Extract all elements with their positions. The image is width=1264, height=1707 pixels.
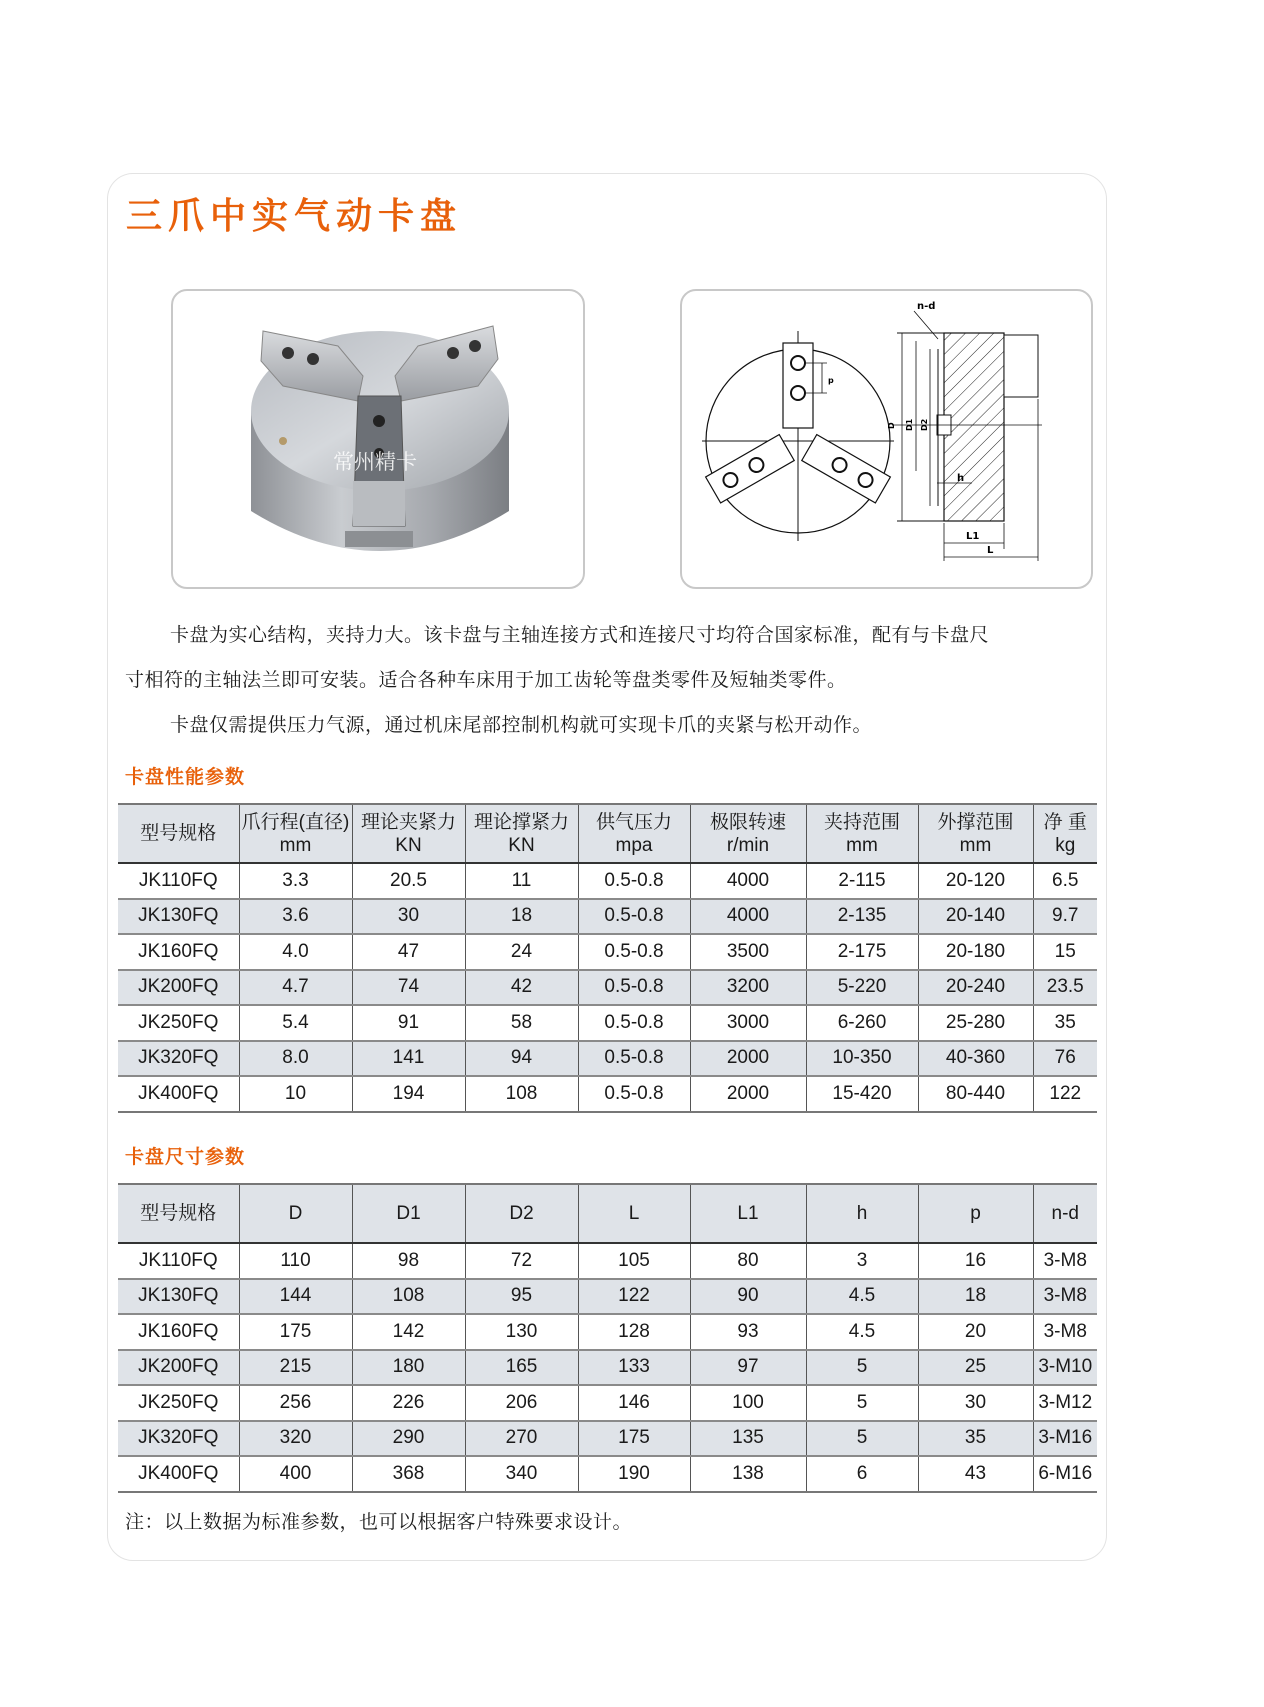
performance-header-row bbox=[118, 804, 1097, 863]
col-h: h bbox=[806, 1184, 918, 1243]
value-cell: 91 bbox=[352, 1005, 465, 1041]
model-cell: JK250FQ bbox=[118, 1385, 239, 1421]
value-cell: 25-280 bbox=[918, 1005, 1033, 1041]
table-row bbox=[118, 863, 1097, 899]
value-cell: 76 bbox=[1033, 1041, 1097, 1077]
col-net-weight: 净 重 kg bbox=[1033, 804, 1097, 863]
value-cell: 11 bbox=[465, 863, 578, 899]
value-cell: 105 bbox=[578, 1243, 690, 1279]
table-row bbox=[118, 1279, 1097, 1315]
footnote: 注：以上数据为标准参数，也可以根据客户特殊要求设计。 bbox=[125, 1511, 633, 1533]
value-cell: 20-180 bbox=[918, 934, 1033, 970]
model-cell: JK320FQ bbox=[118, 1421, 239, 1457]
col-D: D bbox=[239, 1184, 352, 1243]
value-cell: 130 bbox=[465, 1314, 578, 1350]
value-cell: 3-M8 bbox=[1033, 1314, 1097, 1350]
value-cell: 95 bbox=[465, 1279, 578, 1315]
value-cell: 256 bbox=[239, 1385, 352, 1421]
value-cell: 110 bbox=[239, 1243, 352, 1279]
col-support-force: 理论撑紧力 KN bbox=[465, 804, 578, 863]
value-cell: 8.0 bbox=[239, 1041, 352, 1077]
value-cell: 4000 bbox=[690, 899, 806, 935]
value-cell: 98 bbox=[352, 1243, 465, 1279]
chuck-technical-drawing-icon bbox=[682, 291, 1093, 589]
value-cell: 90 bbox=[690, 1279, 806, 1315]
value-cell: 93 bbox=[690, 1314, 806, 1350]
performance-table bbox=[118, 803, 1097, 1113]
col-model: 型号规格 bbox=[118, 804, 239, 863]
value-cell: 35 bbox=[1033, 1005, 1097, 1041]
value-cell: 16 bbox=[918, 1243, 1033, 1279]
table-row bbox=[118, 1314, 1097, 1350]
description-line-1: 卡盘为实心结构，夹持力大。该卡盘与主轴连接方式和连接尺寸均符合国家标准，配有与卡盘尺 bbox=[170, 624, 990, 646]
dimensions-header-row bbox=[118, 1184, 1097, 1243]
value-cell: 35 bbox=[918, 1421, 1033, 1457]
svg-text:L1: L1 bbox=[966, 531, 980, 542]
table-row bbox=[118, 970, 1097, 1006]
table-row bbox=[118, 1243, 1097, 1279]
value-cell: 175 bbox=[239, 1314, 352, 1350]
value-cell: 340 bbox=[465, 1456, 578, 1492]
value-cell: 3-M8 bbox=[1033, 1243, 1097, 1279]
value-cell: 43 bbox=[918, 1456, 1033, 1492]
col-D2: D2 bbox=[465, 1184, 578, 1243]
value-cell: 122 bbox=[1033, 1076, 1097, 1112]
value-cell: 3-M10 bbox=[1033, 1350, 1097, 1386]
col-max-speed: 极限转速 r/min bbox=[690, 804, 806, 863]
value-cell: 30 bbox=[918, 1385, 1033, 1421]
value-cell: 0.5-0.8 bbox=[578, 899, 690, 935]
value-cell: 3000 bbox=[690, 1005, 806, 1041]
value-cell: 10-350 bbox=[806, 1041, 918, 1077]
value-cell: 18 bbox=[918, 1279, 1033, 1315]
value-cell: 2000 bbox=[690, 1041, 806, 1077]
svg-text:h: h bbox=[957, 473, 965, 484]
col-air-pressure: 供气压力 mpa bbox=[578, 804, 690, 863]
value-cell: 58 bbox=[465, 1005, 578, 1041]
model-cell: JK200FQ bbox=[118, 970, 239, 1006]
value-cell: 144 bbox=[239, 1279, 352, 1315]
value-cell: 3.6 bbox=[239, 899, 352, 935]
col-L1: L1 bbox=[690, 1184, 806, 1243]
value-cell: 0.5-0.8 bbox=[578, 863, 690, 899]
value-cell: 400 bbox=[239, 1456, 352, 1492]
value-cell: 5 bbox=[806, 1385, 918, 1421]
value-cell: 165 bbox=[465, 1350, 578, 1386]
model-cell: JK320FQ bbox=[118, 1041, 239, 1077]
value-cell: 2-175 bbox=[806, 934, 918, 970]
value-cell: 108 bbox=[352, 1279, 465, 1315]
value-cell: 80-440 bbox=[918, 1076, 1033, 1112]
table-row bbox=[118, 934, 1097, 970]
value-cell: 138 bbox=[690, 1456, 806, 1492]
value-cell: 6-260 bbox=[806, 1005, 918, 1041]
value-cell: 15 bbox=[1033, 934, 1097, 970]
value-cell: 20.5 bbox=[352, 863, 465, 899]
value-cell: 15-420 bbox=[806, 1076, 918, 1112]
model-cell: JK160FQ bbox=[118, 934, 239, 970]
table-row bbox=[118, 1350, 1097, 1386]
value-cell: 5 bbox=[806, 1350, 918, 1386]
model-cell: JK130FQ bbox=[118, 1279, 239, 1315]
value-cell: 4.0 bbox=[239, 934, 352, 970]
table-row bbox=[118, 1005, 1097, 1041]
value-cell: 20-120 bbox=[918, 863, 1033, 899]
model-cell: JK200FQ bbox=[118, 1350, 239, 1386]
technical-drawing-frame bbox=[680, 289, 1093, 589]
dimensions-heading: 卡盘尺寸参数 bbox=[125, 1146, 246, 1168]
value-cell: 20 bbox=[918, 1314, 1033, 1350]
table-row bbox=[118, 899, 1097, 935]
value-cell: 4.7 bbox=[239, 970, 352, 1006]
three-jaw-chuck-photo-icon bbox=[173, 291, 585, 589]
value-cell: 4000 bbox=[690, 863, 806, 899]
value-cell: 30 bbox=[352, 899, 465, 935]
value-cell: 25 bbox=[918, 1350, 1033, 1386]
page-title: 三爪中实气动卡盘 bbox=[126, 195, 463, 237]
table-row bbox=[118, 1385, 1097, 1421]
description-line-2: 寸相符的主轴法兰即可安装。适合各种车床用于加工齿轮等盘类零件及短轴类零件。 bbox=[125, 669, 847, 691]
value-cell: 23.5 bbox=[1033, 970, 1097, 1006]
table-row bbox=[118, 1421, 1097, 1457]
model-cell: JK110FQ bbox=[118, 863, 239, 899]
value-cell: 3-M16 bbox=[1033, 1421, 1097, 1457]
table-row bbox=[118, 1456, 1097, 1492]
value-cell: 290 bbox=[352, 1421, 465, 1457]
svg-text:L: L bbox=[987, 545, 994, 556]
svg-text:D: D bbox=[887, 422, 896, 429]
svg-text:p: p bbox=[828, 376, 834, 385]
performance-heading: 卡盘性能参数 bbox=[125, 766, 246, 788]
value-cell: 3 bbox=[806, 1243, 918, 1279]
value-cell: 100 bbox=[690, 1385, 806, 1421]
col-p: p bbox=[918, 1184, 1033, 1243]
value-cell: 74 bbox=[352, 970, 465, 1006]
value-cell: 180 bbox=[352, 1350, 465, 1386]
value-cell: 175 bbox=[578, 1421, 690, 1457]
svg-text:D1: D1 bbox=[905, 418, 914, 431]
model-cell: JK160FQ bbox=[118, 1314, 239, 1350]
value-cell: 3-M12 bbox=[1033, 1385, 1097, 1421]
value-cell: 3-M8 bbox=[1033, 1279, 1097, 1315]
value-cell: 270 bbox=[465, 1421, 578, 1457]
value-cell: 40-360 bbox=[918, 1041, 1033, 1077]
svg-text:n-d: n-d bbox=[917, 301, 936, 312]
value-cell: 18 bbox=[465, 899, 578, 935]
value-cell: 194 bbox=[352, 1076, 465, 1112]
dimensions-table bbox=[118, 1183, 1097, 1493]
model-cell: JK250FQ bbox=[118, 1005, 239, 1041]
value-cell: 3.3 bbox=[239, 863, 352, 899]
value-cell: 226 bbox=[352, 1385, 465, 1421]
model-cell: JK110FQ bbox=[118, 1243, 239, 1279]
value-cell: 2-135 bbox=[806, 899, 918, 935]
value-cell: 9.7 bbox=[1033, 899, 1097, 935]
value-cell: 6 bbox=[806, 1456, 918, 1492]
model-cell: JK130FQ bbox=[118, 899, 239, 935]
value-cell: 142 bbox=[352, 1314, 465, 1350]
value-cell: 24 bbox=[465, 934, 578, 970]
value-cell: 6.5 bbox=[1033, 863, 1097, 899]
value-cell: 108 bbox=[465, 1076, 578, 1112]
col-external-range: 外撑范围 mm bbox=[918, 804, 1033, 863]
table-row bbox=[118, 1076, 1097, 1112]
value-cell: 2-115 bbox=[806, 863, 918, 899]
value-cell: 20-140 bbox=[918, 899, 1033, 935]
value-cell: 206 bbox=[465, 1385, 578, 1421]
value-cell: 133 bbox=[578, 1350, 690, 1386]
value-cell: 20-240 bbox=[918, 970, 1033, 1006]
col-clamp-force: 理论夹紧力 KN bbox=[352, 804, 465, 863]
value-cell: 122 bbox=[578, 1279, 690, 1315]
value-cell: 141 bbox=[352, 1041, 465, 1077]
value-cell: 128 bbox=[578, 1314, 690, 1350]
value-cell: 215 bbox=[239, 1350, 352, 1386]
col-L: L bbox=[578, 1184, 690, 1243]
value-cell: 97 bbox=[690, 1350, 806, 1386]
value-cell: 94 bbox=[465, 1041, 578, 1077]
description-line-3: 卡盘仅需提供压力气源，通过机床尾部控制机构就可实现卡爪的夹紧与松开动作。 bbox=[170, 714, 873, 736]
value-cell: 146 bbox=[578, 1385, 690, 1421]
value-cell: 10 bbox=[239, 1076, 352, 1112]
col-clamp-range: 夹持范围 mm bbox=[806, 804, 918, 863]
value-cell: 5.4 bbox=[239, 1005, 352, 1041]
product-photo-frame bbox=[171, 289, 585, 589]
col-D1: D1 bbox=[352, 1184, 465, 1243]
value-cell: 3200 bbox=[690, 970, 806, 1006]
value-cell: 6-M16 bbox=[1033, 1456, 1097, 1492]
photo-watermark: 常州精卡 bbox=[333, 450, 417, 474]
value-cell: 42 bbox=[465, 970, 578, 1006]
value-cell: 47 bbox=[352, 934, 465, 970]
value-cell: 5-220 bbox=[806, 970, 918, 1006]
value-cell: 0.5-0.8 bbox=[578, 1005, 690, 1041]
value-cell: 0.5-0.8 bbox=[578, 934, 690, 970]
value-cell: 2000 bbox=[690, 1076, 806, 1112]
model-cell: JK400FQ bbox=[118, 1456, 239, 1492]
col-model: 型号规格 bbox=[118, 1184, 239, 1243]
value-cell: 135 bbox=[690, 1421, 806, 1457]
value-cell: 0.5-0.8 bbox=[578, 1076, 690, 1112]
value-cell: 190 bbox=[578, 1456, 690, 1492]
value-cell: 5 bbox=[806, 1421, 918, 1457]
value-cell: 4.5 bbox=[806, 1314, 918, 1350]
col-stroke: 爪行程(直径) mm bbox=[239, 804, 352, 863]
value-cell: 80 bbox=[690, 1243, 806, 1279]
value-cell: 0.5-0.8 bbox=[578, 1041, 690, 1077]
value-cell: 0.5-0.8 bbox=[578, 970, 690, 1006]
value-cell: 368 bbox=[352, 1456, 465, 1492]
value-cell: 72 bbox=[465, 1243, 578, 1279]
value-cell: 320 bbox=[239, 1421, 352, 1457]
model-cell: JK400FQ bbox=[118, 1076, 239, 1112]
value-cell: 4.5 bbox=[806, 1279, 918, 1315]
value-cell: 3500 bbox=[690, 934, 806, 970]
svg-text:D2: D2 bbox=[920, 418, 929, 431]
table-row bbox=[118, 1041, 1097, 1077]
col-nd: n-d bbox=[1033, 1184, 1097, 1243]
